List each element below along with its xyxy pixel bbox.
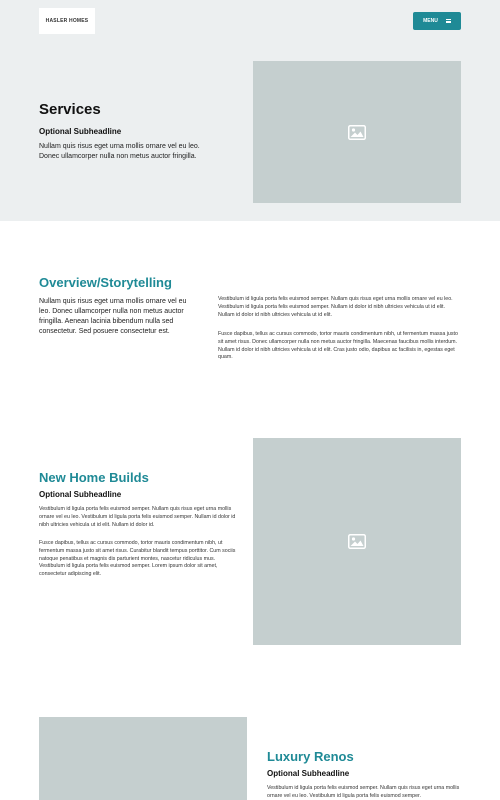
new-builds-image xyxy=(253,438,461,645)
logo[interactable]: HASLER HOMES xyxy=(39,8,95,34)
overview-paragraph-2: Fusce dapibus, tellus ac cursus commodo, tortor mauris condimentum nibh, ut fermentum massa justo sit amet risus. Donec ullamcorper nulla non metus auctor fringilla. Maecenas faucibus mollis interdum. Nullam id dolor id nibh ultricies vehicula ut id elit. Cras justo odio, dapibus ac facilisis in, egestas eget quam. xyxy=(218,331,458,361)
hero-image xyxy=(253,61,461,203)
luxury-paragraph-1: Vestibulum id ligula porta felis euismod semper. Nullam quis risus eget urna mollis ornare vel eu leo. Vestibulum id ligula porta felis euismod semper. xyxy=(267,785,460,799)
page-title: Services xyxy=(39,101,101,118)
new-builds-paragraph-2: Fusce dapibus, tellus ac cursus commodo, tortor mauris condimentum nibh, ut fermentum massa justo sit amet risus. Curabitur blandit tempus porttitor. Cum sociis natoque penatibus et magnis dis parturient montes, nascetur ridiculus mus. Vestibulum id ligula porta felis euismod semper. Lorem ipsum dolor sit amet, consectetur adipiscing elit. xyxy=(39,540,236,578)
luxury-subheadline: Optional Subheadline xyxy=(267,769,350,778)
image-placeholder-icon xyxy=(348,125,366,140)
menu-label: MENU xyxy=(423,18,438,24)
overview-lead: Nullam quis risus eget urna mollis ornare vel eu leo. Donec ullamcorper nulla non metus auctor fringilla. Aenean lacinia bibendum nulla sed consectetur. Sed posuere consectetur est. xyxy=(39,298,187,335)
hero-subheadline: Optional Subheadline xyxy=(39,127,122,136)
hamburger-icon xyxy=(446,19,451,23)
hero-body: Nullam quis risus eget urna mollis ornare vel eu leo. Donec ullamcorper nulla non metus auctor fringilla. xyxy=(39,143,200,160)
luxury-title: Luxury Renos xyxy=(267,749,354,764)
new-builds-paragraph-1: Vestibulum id ligula porta felis euismod semper. Nullam quis risus eget urna mollis ornare vel eu leo. Vestibulum id ligula porta felis euismod semper. Nullam id dolor id nibh ultricies vehicula ut id elit. Nullam id dolor id. xyxy=(39,506,236,528)
new-builds-title: New Home Builds xyxy=(39,470,149,485)
image-placeholder-icon xyxy=(348,534,366,549)
new-builds-subheadline: Optional Subheadline xyxy=(39,490,122,499)
overview-title: Overview/Storytelling xyxy=(39,275,172,290)
menu-button[interactable] xyxy=(413,12,461,30)
luxury-image xyxy=(39,717,247,800)
hero-section xyxy=(0,0,500,221)
overview-paragraph-1: Vestibulum id ligula porta felis euismod semper. Nullam quis risus eget urna mollis ornare vel eu leo. Vestibulum id ligula porta felis euismod semper. Nullam id dolor id nibh ultricies vehicula ut id elit. Nullam id dolor id nibh ultricies vehicula ut id elit. xyxy=(218,296,453,318)
